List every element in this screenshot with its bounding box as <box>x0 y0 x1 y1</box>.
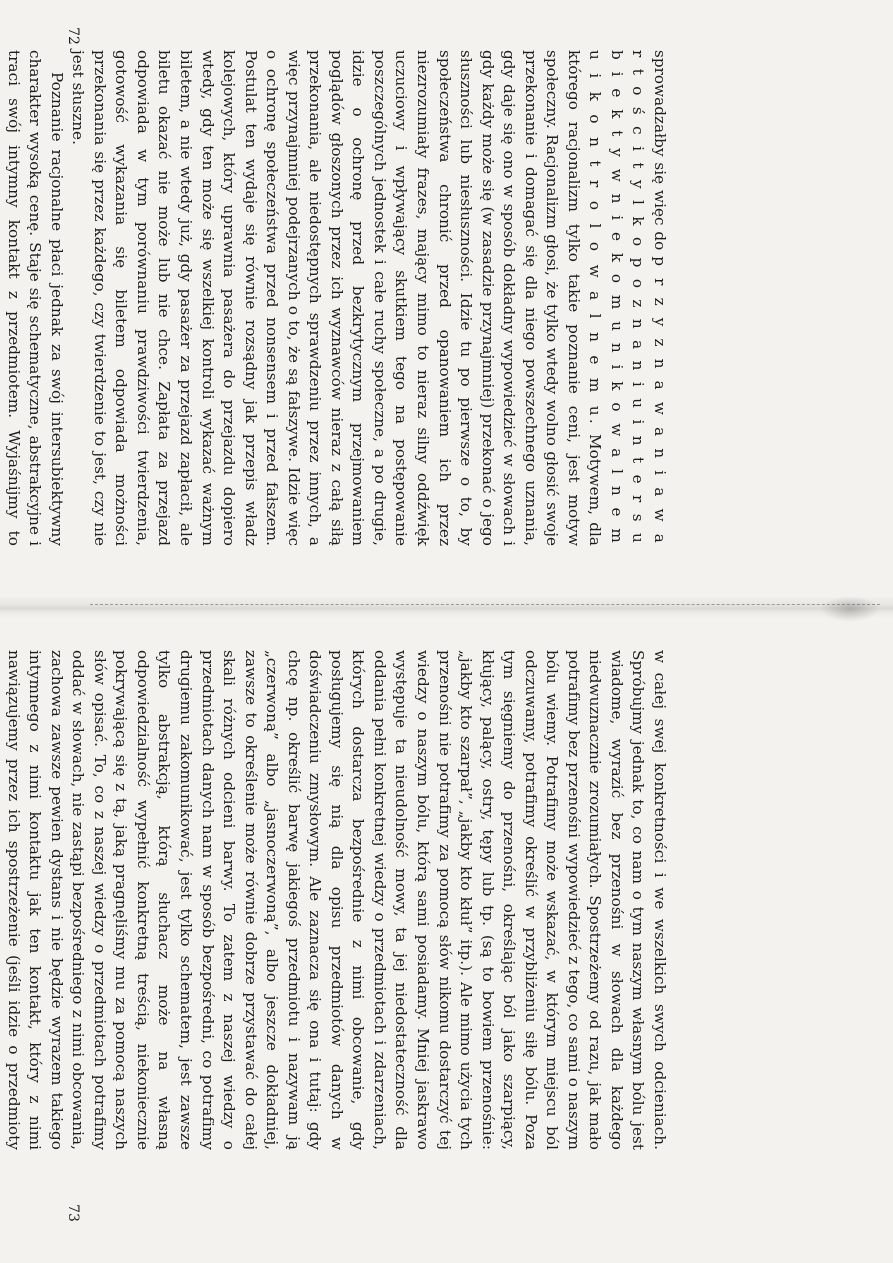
scan-smudge <box>820 596 880 622</box>
page-73-text <box>4 650 670 1150</box>
paragraph: Poznanie racjonalne płaci jednak za swój intersubiektywny charakter wysoką cenę. Staje się schematyczne, abstrakcyjne i traci swój intymny kontakt z przedmiotem. Wyjaśnijmy to <box>4 50 66 546</box>
text-run: Motywem, dla którego racjonalizm tylko takie poznanie ceni, jest motyw społeczny. Racjonalizm głosi, że tylko wtedy wolno głosić swoje przekonanie i domagać się dla niego powszechnego uznania, gdy daje się ono w sposób dokładny wypowiedzieć w słowach i gdy każdy może się (w zasadzie przynajmniej) przekonać o jego słuszności lub niesłuszności. Idzie tu po pierwsze o to, by społeczeństwa chronić przed opanowaniem ich przez niezrozumiały frazes, mający mimo to nieraz silny oddźwięk uczuciowy i wpływający skutkiem tego na postępowanie poszczególnych jednostek i całe ruchy społeczne, a po drugie, idzie o ochronę przed bezkrytycznym przejmowaniem poglądów głoszonych przez ich wyznawców nieraz z całą siłą przekonania, ale niedostępnych sprawdzeniu przez innych, a więc przynajmniej podejrzanych o to, że są fałszywe. Idzie więc o ochronę społeczeństwa przed nonsensem i przed fałszem. Postulat ten wydaje się równie rozsądny jak przepis władz kolejowych, który uprawnia pasażera do przejazdu dopiero wtedy, gdy ten może się wszelkiej kontroli wykazać ważnym biletem, a nie wtedy już, gdy pasażer za przejazd zapłacił, ale biletu okazać nie może lub nie chce. Zapłata za przejazd odpowiada w tym porównaniu prawdziwości twierdzenia, gotowość wykazania się biletem odpowiada możności przekonania się przez każdego, czy twierdzenie to jest, czy nie jest słuszne. <box>69 50 605 546</box>
spaced-emphasis: p r z y z n a w a n i a w a r t o ś c i t y l k o p o z n a n i u i n t e r s u b i e k t y w n i e k o m u n i k o w a l n e m u i k o n t r o l o w a l n e m u. <box>586 50 669 546</box>
paragraph <box>67 50 670 546</box>
text-run: sprowadzałby się więc do <box>651 50 669 251</box>
paragraph: w całej swej konkretności i we wszelkich swych odcieniach. Spróbujmy jednak to, co nam o tym naszym własnym bólu jest wiadome, wyrazić bez przenośni w słowach dla każdego niedwuznacznie zrozumiałych. Spostrzeżemy od razu, jak mało potrafimy bez przenośni wypowiedzieć z tego, co sami o naszym bólu wiemy. Potrafimy może wskazać, w którym miejscu ból odczuwamy, potrafimy określić w przybliżeniu siłę bólu. Poza tym sięgniemy do przenośni, określając ból jako szarpiący, kłujący, palący, ostry, tępy lub tp. (są to bowiem przenośnie: „jakby kto szarpał”, „jakby kto kłuł” itp.). Ale mimo użycia tych przenośni nie potrafimy za pomocą słów nikomu dostarczyć tej wiedzy o naszym bólu, którą sami posiadamy. Mniej jaskrawo występuje ta nieudolność mowy, ta jej niedostateczność dla oddania pełni konkretnej wiedzy o przedmiotach i zdarzeniach, których dostarcza bezpośrednie z nimi obcowanie, gdy posługujemy się nią dla opisu przedmiotów danych w doświadczeniu zmysłowym. Ale zaznacza się ona i tutaj: gdy chcę np. określić barwę jakiegoś przedmiotu i nazywam ją „czerwoną” albo „jasnoczerwoną”, albo jeszcze dokładniej, zawsze to określenie może równie dobrze przystawać do całej skali różnych odcieni barwy. To zatem z naszej wiedzy o przedmiotach danych nam w sposób bezpośredni, co potrafimy drugiemu zakomunikować, jest tylko schematem, jest zawsze tylko abstrakcją, którą słuchacz może na własną odpowiedzialność wypełnić konkretną treścią, niekoniecznie pokrywającą się z tą, jaką pragnęliśmy mu za pomocą naszych słów opisać. To, co z naszej wiedzy o przedmiotach potrafimy oddać w słowach, nie zastąpi bezpośredniego z nimi obcowania, zachowa zawsze pewien dystans i nie będzie wyrazem takiego intymnego z nimi kontaktu jak ten kontakt, który z nimi nawiązujemy przez ich spostrzeżenie (jeśli idzie o przedmioty <box>4 650 669 1150</box>
page-72-text <box>4 50 670 546</box>
page-fold-line <box>90 604 880 605</box>
page-number-right: 73 <box>64 1204 81 1222</box>
page-number-left: 72 <box>64 27 81 45</box>
page-fold-shadow <box>0 596 893 618</box>
